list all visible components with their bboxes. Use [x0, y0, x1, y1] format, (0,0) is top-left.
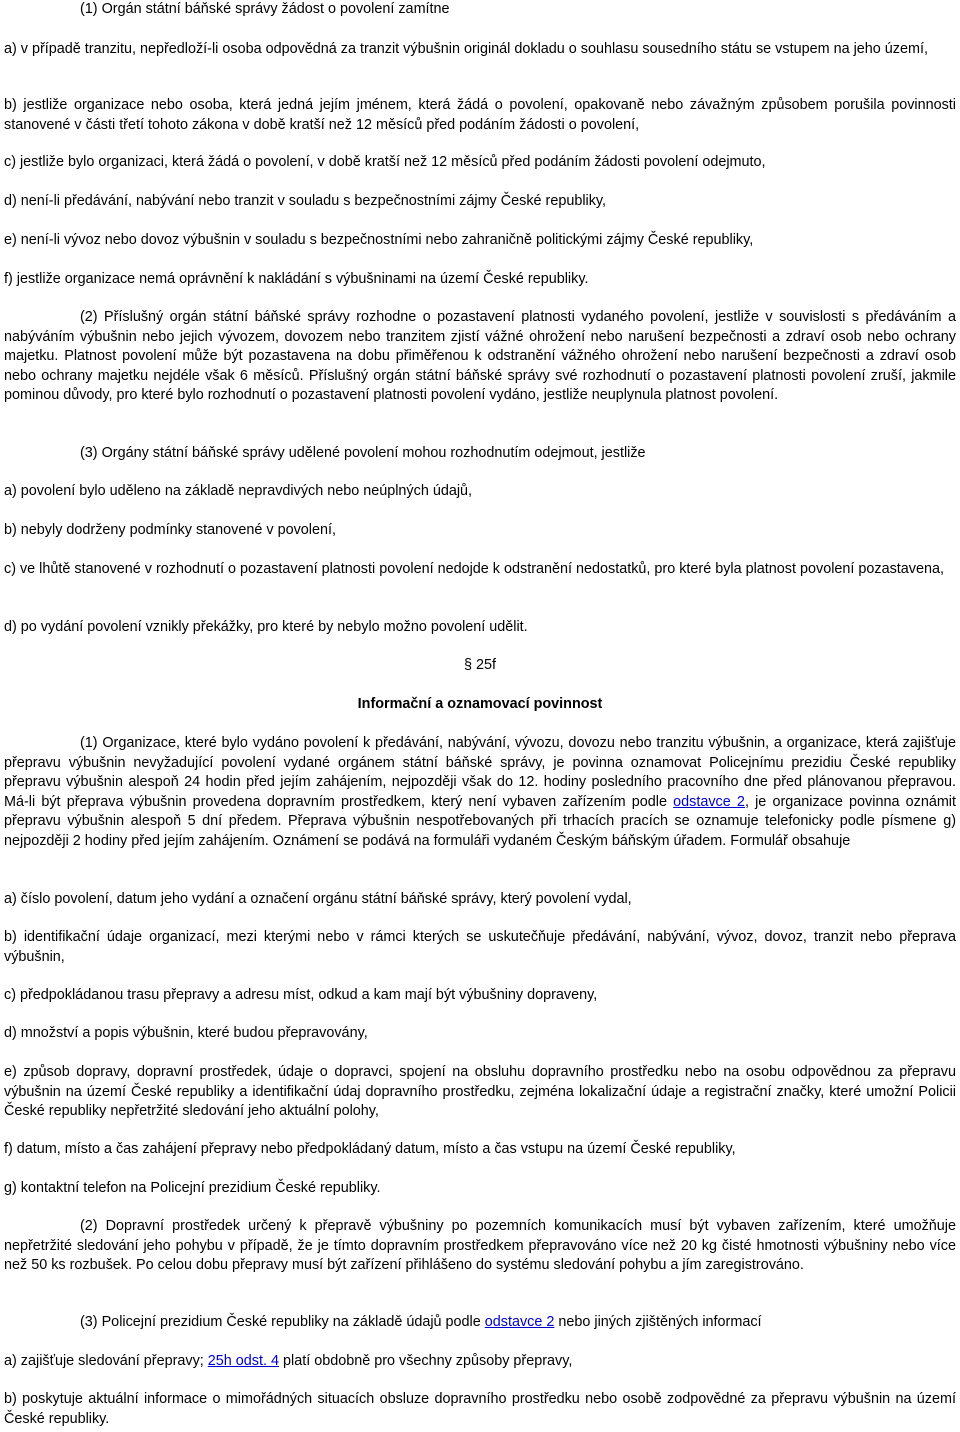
p1-item-c: c) předpokládanou trasu přepravy a adresu míst, odkud a kam mají být výbušniny dopraveny,: [4, 987, 598, 1003]
p1-item-e: e) způsob dopravy, dopravní prostředek, údaje o dopravci, spojení na obsluhu dopravního prostředku nebo na osobu odpovědnou za přepravu výbušnin na území České republiky a identifikační údaj dopravního prostředku, zejména lokalizační údaje a registrační značky, které umožní Policii České republiky nepřetržité sledování jeho aktuální polohy,: [4, 1064, 956, 1119]
s3-item-a: a) povolení bylo uděleno na základě nepravdivých nebo neúplných údajů,: [4, 483, 473, 499]
p3-25h-odst-4-link[interactable]: 25h odst. 4: [207, 1353, 279, 1369]
p1-paragraph: [4, 734, 956, 851]
p3-intro: [4, 1313, 956, 1333]
p3-item-a: [4, 1352, 956, 1372]
section-number: § 25f: [463, 657, 496, 673]
p3-text-before-link: (3) Policejní prezidium České republiky na základě údajů podle: [80, 1314, 485, 1330]
s3-item-b: b) nebyly dodrženy podmínky stanovené v povolení,: [4, 522, 336, 538]
p1-text-after-link: , je organizace povinna oznámit přepravu výbušnin alespoň 5 dní předem. Přeprava výbušnin nespotřebovaných při trhacích pracích se oznamuje telefonicky podle písmene g) nejpozději 2 hodiny před jejím zahájením. Oznámení se podává na formuláři vydaném Českým báňským úřadem. Formulář obsahuje: [4, 793, 957, 849]
p1-item-f: f) datum, místo a čas zahájení přepravy nebo předpokládaný datum, místo a čas vstupu na území České republiky,: [4, 1141, 736, 1157]
s1-item-d: d) není-li předávání, nabývání nebo tranzit v souladu s bezpečnostními zájmy České republiky,: [4, 193, 607, 209]
p3-odstavce-2-link[interactable]: odstavce 2: [484, 1314, 555, 1330]
p3-item-a-before: a) zajišťuje sledování přepravy;: [4, 1353, 208, 1369]
p1-text-before-link: (1) Organizace, které bylo vydáno povolení k předávání, nabývání, vývozu, dovozu nebo tranzitu výbušnin, a organizace, která zajišťuje přepravu výbušnin nevyžadující povolení vydané orgánem státní báňské správy, je povinna oznamovat Policejnímu prezidiu České republiky přepravu výbušnin alespoň 24 hodin před jejím zahájením, nejpozději však do 12. hodiny posledního pracovního dne před plánovanou přepravou. Má-li být přeprava výbušnin provedena dopravním prostředkem, který není vybaven zařízením podle: [4, 735, 956, 810]
s1-item-c: c) jestliže bylo organizaci, která žádá o povolení, v době kratší než 12 měsíců před podáním žádosti povolení odejmuto,: [4, 154, 766, 170]
p2-paragraph: (2) Dopravní prostředek určený k přepravě výbušniny po pozemních komunikacích musí být vybaven zařízením, které umožňuje nepřetržité sledování jeho pohybu v případě, že je tímto dopravním prostředkem přepravováno více než 20 kg čisté hmotnosti výbušniny nebo více než 50 ks rozbušek. Po celou dobu přepravy musí být zařízení přihlášeno do systému sledování pohybu a jím zaregistrováno.: [4, 1218, 956, 1273]
s1-item-f: f) jestliže organizace nemá oprávnění k nakládání s výbušninami na území České republiky.: [4, 271, 589, 287]
p3-text-after-link: nebo jiných zjištěných informací: [554, 1314, 762, 1330]
s1-item-a: a) v případě tranzitu, nepředloží-li osoba odpovědná za tranzit výbušnin originál dokladu o souhlasu sousedního státu se vstupem na jeho území,: [4, 41, 928, 57]
s1-item-b: b) jestliže organizace nebo osoba, která jedná jejím jménem, která žádá o povolení, opakovaně nebo závažným způsobem porušila povinnosti stanovené v části třetí tohoto zákona v době kratší než 12 měsíců před podáním žádosti o povolení,: [4, 97, 956, 133]
p1-item-b: b) identifikační údaje organizací, mezi kterými nebo v rámci kterých se uskutečňuje předávání, nabývání, vývoz, dovoz, tranzit nebo přeprava výbušnin,: [4, 929, 956, 965]
p1-item-d: d) množství a popis výbušnin, které budou přepravovány,: [4, 1025, 368, 1041]
p1-odstavce-2-link[interactable]: odstavce 2: [673, 793, 745, 810]
p1-item-g: g) kontaktní telefon na Policejní prezidium České republiky.: [4, 1180, 381, 1196]
section-title: Informační a oznamovací povinnost: [357, 696, 603, 712]
s3-intro: (3) Orgány státní báňské správy udělené povolení mohou rozhodnutím odejmout, jestliže: [80, 445, 646, 461]
s3-item-c: c) ve lhůtě stanovené v rozhodnutí o pozastavení platnosti povolení nedojde k odstranění nedostatků, pro které byla platnost povolení pozastavena,: [4, 561, 945, 577]
s2-paragraph: (2) Příslušný orgán státní báňské správy rozhodne o pozastavení platnosti vydaného povolení, jestliže v souvislosti s předáváním a nabýváním výbušnin nebo jejich vývozem, dovozem nebo tranzitem zjistí vážné ohrožení nebo narušení bezpečnosti a zdraví osob nebo ochrany majetku. Platnost povolení může být pozastavena na dobu přiměřenou k odstranění vážného ohrožení nebo narušení bezpečnosti a zdraví osob nebo ochrany majetku nejdéle však 6 měsíců. Příslušný orgán státní báňské správy své rozhodnutí o pozastavení platnosti povolení zruší, jakmile pominou důvody, pro které bylo rozhodnutí o pozastavení platnosti povolení vydáno, jestliže neuplynula platnost povolení.: [4, 309, 956, 403]
p1-item-a: a) číslo povolení, datum jeho vydání a označení orgánu státní báňské správy, který povolení vydal,: [4, 891, 632, 907]
s1-intro: (1) Orgán státní báňské správy žádost o povolení zamítne: [80, 1, 450, 17]
s3-item-d: d) po vydání povolení vznikly překážky, pro které by nebylo možno povolení udělit.: [4, 619, 528, 635]
p3-item-b: b) poskytuje aktuální informace o mimořádných situacích obsluze dopravního prostředku nebo osobě zodpovědné za přepravu výbušnin na území České republiky.: [4, 1391, 956, 1427]
p3-item-a-after: platí obdobně pro všechny způsoby přepravy,: [279, 1353, 573, 1369]
s1-item-e: e) není-li vývoz nebo dovoz výbušnin v souladu s bezpečnostními nebo zahraničně politickými zájmy České republiky,: [4, 232, 754, 248]
